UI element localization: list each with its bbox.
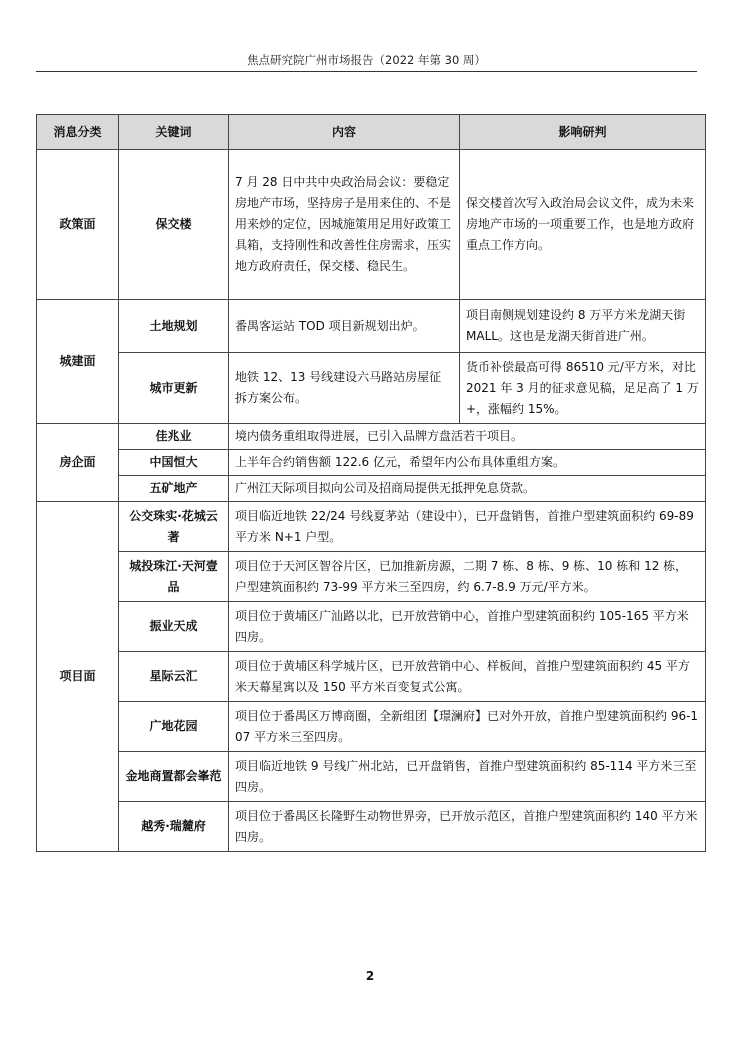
column-header: 关键词 [119, 115, 229, 150]
impact-cell: 项目南侧规划建设约 8 万平方米龙湖天街 MALL。这也是龙湖天街首进广州。 [460, 300, 706, 353]
keyword-cell: 保交楼 [119, 150, 229, 300]
column-header: 消息分类 [37, 115, 119, 150]
table-row [37, 353, 706, 424]
keyword-cell: 土地规划 [119, 300, 229, 353]
column-header: 内容 [229, 115, 460, 150]
content-cell: 番禺客运站 TOD 项目新规划出炉。 [229, 300, 460, 353]
table-row [37, 552, 706, 602]
table-row [37, 300, 706, 353]
table-header-row [37, 115, 706, 150]
content-cell: 项目临近地铁 22/24 号线夏茅站（建设中），已开盘销售，首推户型建筑面积约 69-89 平方米 N+1 户型。 [229, 502, 706, 552]
keyword-cell: 城投珠江·天河壹品 [119, 552, 229, 602]
table-row [37, 702, 706, 752]
category-cell: 房企面 [37, 424, 119, 502]
content-cell: 境内债务重组取得进展，已引入品牌方盘活若干项目。 [229, 424, 706, 450]
category-cell: 政策面 [37, 150, 119, 300]
content-cell: 地铁 12、13 号线建设六马路站房屋征拆方案公布。 [229, 353, 460, 424]
keyword-cell: 金地商置都会峯范 [119, 752, 229, 802]
keyword-cell: 五矿地产 [119, 476, 229, 502]
content-cell: 上半年合约销售额 122.6 亿元，希望年内公布具体重组方案。 [229, 450, 706, 476]
table-row [37, 150, 706, 300]
report-header: 焦点研究院广州市场报告（2022 年第 30 周） [247, 53, 486, 67]
keyword-cell: 越秀·瑞麓府 [119, 802, 229, 852]
table-row [37, 450, 706, 476]
column-header: 影响研判 [460, 115, 706, 150]
table-row [37, 652, 706, 702]
keyword-cell: 公交珠实·花城云著 [119, 502, 229, 552]
content-cell: 项目位于番禺区万博商圈，全新组团【璟澜府】已对外开放，首推户型建筑面积约 96-107 平方米三至四房。 [229, 702, 706, 752]
content-cell: 广州江天际项目拟向公司及招商局提供无抵押免息贷款。 [229, 476, 706, 502]
content-cell: 项目位于天河区智谷片区，已加推新房源，二期 7 栋、8 栋、9 栋、10 栋和 12 栋，户型建筑面积约 73-99 平方米三至四房，约 6.7-8.9 万元/平方米。 [229, 552, 706, 602]
content-cell: 项目位于番禺区长隆野生动物世界旁，已开放示范区，首推户型建筑面积约 140 平方米四房。 [229, 802, 706, 852]
table-row [37, 802, 706, 852]
table-row [37, 502, 706, 552]
content-cell: 项目位于黄埔区广汕路以北，已开放营销中心，首推户型建筑面积约 105-165 平方米四房。 [229, 602, 706, 652]
content-cell: 项目位于黄埔区科学城片区，已开放营销中心、样板间，首推户型建筑面积约 45 平方米天幕星寓以及 150 平方米百变复式公寓。 [229, 652, 706, 702]
table-row [37, 476, 706, 502]
impact-cell: 保交楼首次写入政治局会议文件，成为未来房地产市场的一项重要工作，也是地方政府重点工作方向。 [460, 150, 706, 300]
content-cell: 项目临近地铁 9 号线广州北站，已开盘销售，首推户型建筑面积约 85-114 平方米三至四房。 [229, 752, 706, 802]
keyword-cell: 佳兆业 [119, 424, 229, 450]
content-cell: 7 月 28 日中共中央政治局会议：要稳定房地产市场，坚持房子是用来住的、不是用来炒的定位，因城施策用足用好政策工具箱，支持刚性和改善性住房需求，压实地方政府责任，保交楼、稳民生。 [229, 150, 460, 300]
category-cell: 城建面 [37, 300, 119, 424]
keyword-cell: 中国恒大 [119, 450, 229, 476]
keyword-cell: 城市更新 [119, 353, 229, 424]
table-row [37, 424, 706, 450]
keyword-cell: 振业天成 [119, 602, 229, 652]
keyword-cell: 星际云汇 [119, 652, 229, 702]
page-number: 2 [365, 969, 375, 983]
keyword-cell: 广地花园 [119, 702, 229, 752]
table-row [37, 602, 706, 652]
table-row [37, 752, 706, 802]
news-table [36, 114, 706, 852]
category-cell: 项目面 [37, 502, 119, 852]
header-divider [36, 71, 697, 72]
impact-cell: 货币补偿最高可得 86510 元/平方米，对比 2021 年 3 月的征求意见稿，足足高了 1 万+，涨幅约 15%。 [460, 353, 706, 424]
